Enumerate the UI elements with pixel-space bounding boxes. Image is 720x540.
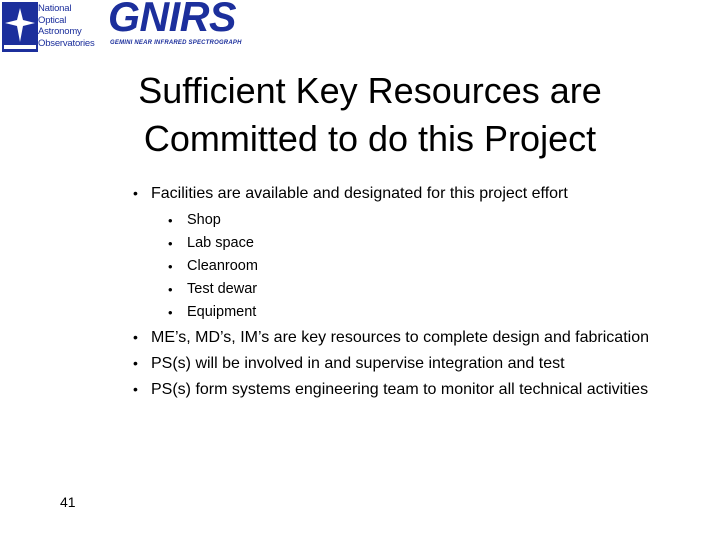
sub-bullet-text: Lab space bbox=[187, 235, 254, 251]
gnirs-logo bbox=[108, 0, 242, 52]
sub-bullet-item bbox=[168, 255, 671, 278]
bullet-icon: • bbox=[168, 213, 173, 228]
bullet-text: PS(s) form systems engineering team to monitor all technical activities bbox=[151, 381, 649, 398]
bullet-text: PS(s) will be involved in and supervise integration and test bbox=[151, 355, 565, 372]
noao-line: Optical bbox=[38, 14, 67, 26]
gnirs-tagline: GEMINI NEAR INFRARED SPECTROGRAPH bbox=[110, 40, 242, 46]
slide-title-line-1: Sufficient Key Resources are bbox=[138, 70, 602, 111]
bullet-icon: • bbox=[133, 381, 138, 397]
noao-wordmark bbox=[38, 3, 104, 49]
bullet-icon: • bbox=[168, 282, 173, 297]
slide-title bbox=[60, 67, 680, 163]
noao-line: Observatories bbox=[38, 37, 95, 49]
page-number: 41 bbox=[60, 494, 76, 510]
bullet-item bbox=[131, 183, 671, 204]
sub-bullet-item bbox=[168, 301, 671, 324]
bullet-text: Facilities are available and designated for this project effort bbox=[151, 185, 568, 202]
sub-bullet-item bbox=[168, 232, 671, 255]
sub-bullet-text: Cleanroom bbox=[187, 258, 258, 274]
bullet-icon: • bbox=[133, 329, 138, 345]
gnirs-wordmark: GNIRS bbox=[108, 0, 236, 40]
sub-bullet-list bbox=[168, 209, 671, 324]
sub-bullet-item bbox=[168, 209, 671, 232]
noao-star-icon bbox=[2, 2, 38, 52]
slide-body bbox=[131, 183, 671, 405]
slide-title-line-2: Committed to do this Project bbox=[143, 118, 597, 159]
bullet-text: ME’s, MD’s, IM’s are key resources to complete design and fabrication bbox=[151, 329, 649, 346]
bullet-icon: • bbox=[168, 305, 173, 320]
bullet-item bbox=[131, 379, 671, 400]
bullet-item bbox=[131, 327, 671, 348]
bullet-icon: • bbox=[133, 355, 138, 371]
noao-line: Astronomy bbox=[38, 26, 82, 38]
bullet-item bbox=[131, 353, 671, 374]
bullet-icon: • bbox=[168, 236, 173, 251]
sub-bullet-text: Equipment bbox=[187, 304, 257, 320]
noao-line: National bbox=[38, 3, 72, 14]
sub-bullet-text: Shop bbox=[187, 212, 221, 228]
sub-bullet-text: Test dewar bbox=[187, 281, 258, 297]
bullet-icon: • bbox=[133, 185, 138, 201]
bullet-icon: • bbox=[168, 259, 173, 274]
noao-logo bbox=[2, 2, 102, 52]
header bbox=[0, 0, 240, 56]
sub-bullet-item bbox=[168, 278, 671, 301]
